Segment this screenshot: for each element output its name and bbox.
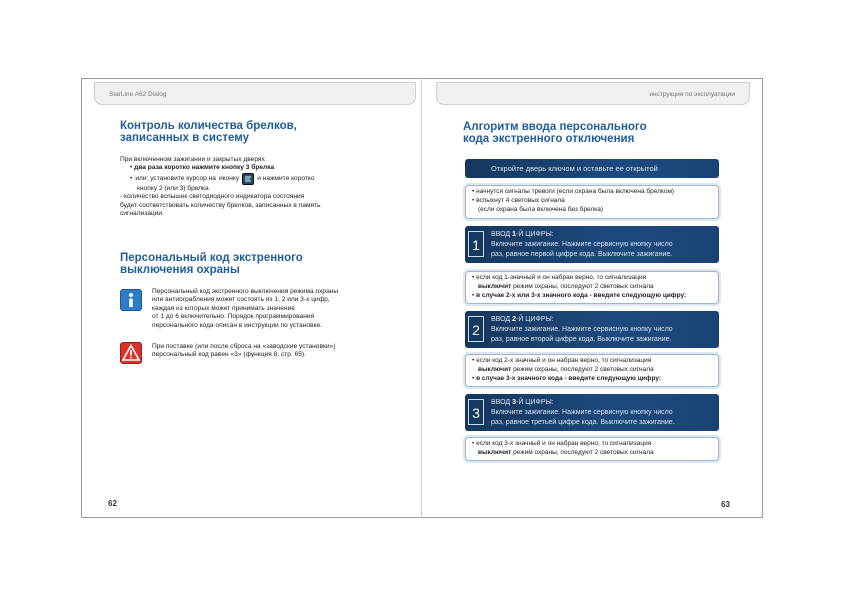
alarm-line1: • начнутся сигналы тревоги (если охрана была включена брелком) — [472, 188, 675, 195]
step3-label: ВВОД 3-Й ЦИФРЫ: — [491, 399, 554, 406]
info-line3: каждая из которых может принимать значение — [152, 304, 295, 312]
result1-line-a: • если код 1-значный и он набран верно, то сигнализация — [472, 274, 647, 281]
result1-line-c: • в случае 2-х или 3-х значного кода - введите следующую цифру: — [472, 292, 687, 299]
section1-bullet1: • два раза коротко нажмите кнопку 3 брелка — [130, 164, 275, 172]
section1-bullet2: • или: установите курсор на иконку и нажмите коротко — [120, 173, 380, 185]
result2-line-b: выключит режим охраны, последуют 2 световых сигнала — [478, 366, 654, 373]
warning-text — [152, 343, 382, 360]
result1-box — [465, 271, 719, 304]
info-icon — [120, 289, 142, 311]
step1-line1: Включите зажигание. Нажмите сервисную кнопку число — [491, 241, 673, 248]
step3-number: 3 — [468, 399, 484, 425]
section1-title-line2: записанных в систему — [120, 132, 249, 144]
section2-title-line2: выключения охраны — [120, 264, 240, 276]
bullet1-text: два раза коротко нажмите кнопку 3 брелка — [134, 164, 275, 172]
page-number-right: 63 — [721, 500, 730, 509]
step2-bar — [465, 311, 719, 348]
section1-intro: При включенном зажигании и закрытых дверях — [120, 156, 265, 163]
result2-line-c: • в случае 3-х значного кода - введите следующую цифру: — [472, 375, 662, 382]
section1-title-line1: Контроль количества брелков, — [120, 120, 297, 132]
result3-box — [465, 437, 719, 461]
bullet2-text-a: или: установите курсор на — [135, 174, 216, 182]
warning-icon — [120, 342, 142, 364]
warn-line2: персональный код равен «3» (функция 8, стр. 65). — [152, 351, 306, 359]
step2-line2: раз, равное второй цифре кода. Выключите зажигание. — [491, 336, 672, 343]
result3-line-b: выключит режим охраны, последуют 2 световых сигнала — [478, 449, 654, 456]
alarm-line3: (если охрана была включена без брелка) — [478, 206, 604, 213]
algorithm-title — [463, 121, 647, 145]
step1-text — [491, 230, 673, 260]
info-line2: или антиограбления может состоять из 1, 2 или 3-х цифр, — [152, 296, 330, 304]
step1-number: 1 — [468, 231, 484, 257]
step2-line1: Включите зажигание. Нажмите сервисную кнопку число — [491, 326, 673, 333]
bullet2-text-c: и нажмите коротко — [257, 174, 315, 182]
step1-label: ВВОД 1-Й ЦИФРЫ: — [491, 231, 554, 238]
section1-result2: будет соответствовать количеству брелков, записанных в память — [120, 201, 321, 209]
section2-title — [120, 252, 303, 276]
step3-line1: Включите зажигание. Нажмите сервисную кнопку число — [491, 409, 673, 416]
page-spine — [421, 78, 422, 518]
step3-bar — [465, 394, 719, 431]
result1-line-b: выключит режим охраны, последуют 2 световых сигнала — [478, 283, 654, 290]
alarm-box — [465, 185, 719, 219]
key-fob-icon — [242, 173, 254, 185]
section1-result1: - количество вспышек светодиодного индикатора состояния — [120, 193, 305, 201]
info-line1: Персональный код экстренного выключения режима охраны — [152, 288, 339, 295]
algorithm-title-line2: кода экстренного отключения — [463, 133, 635, 145]
alarm-line2: • вспыхнут 4 световых сигнала — [472, 197, 565, 204]
step2-label: ВВОД 2-Й ЦИФРЫ: — [491, 316, 554, 323]
section1-result3: сигнализации. — [120, 210, 164, 218]
open-door-text: Откройте дверь ключом и оставьте ее открытой — [491, 164, 658, 173]
step1-bar — [465, 226, 719, 263]
section1-body — [120, 156, 380, 218]
result2-line-a: • если код 2-х значный и он набран верно, то сигнализация — [472, 357, 652, 364]
step2-number: 2 — [468, 316, 484, 342]
step3-line2: раз, равное третьей цифре кода. Выключите зажигание. — [491, 419, 675, 426]
info-line4: от 1 до 6 включительно. Порядок программирования — [152, 313, 315, 321]
step3-text — [491, 398, 675, 428]
info-text — [152, 288, 382, 330]
result3-line-a: • если код 3-х значный и он набран верно, то сигнализация — [472, 440, 652, 447]
warn-line1: При поставке (или после сброса на «заводские установки») — [152, 343, 336, 350]
header-right: инструкция по эксплуатации — [436, 82, 750, 105]
section1-title — [120, 120, 297, 144]
bullet2-text-b: иконку — [218, 174, 240, 182]
step1-line2: раз, равное первой цифре кода. Выключите зажигание. — [491, 251, 673, 258]
algorithm-title-line1: Алгоритм ввода персонального — [463, 121, 647, 133]
header-left: StarLine A62 Dialog — [94, 82, 416, 105]
info-line5: персонального кода описан в инструкции по установке. — [152, 321, 322, 329]
section1-bullet2-cont: кнопку 2 (или 3) брелка — [137, 184, 209, 192]
step2-text — [491, 315, 673, 345]
open-door-bar — [465, 159, 719, 178]
page-number-left: 62 — [108, 499, 117, 508]
result2-box — [465, 354, 719, 387]
section2-title-line1: Персональный код экстренного — [120, 252, 303, 264]
